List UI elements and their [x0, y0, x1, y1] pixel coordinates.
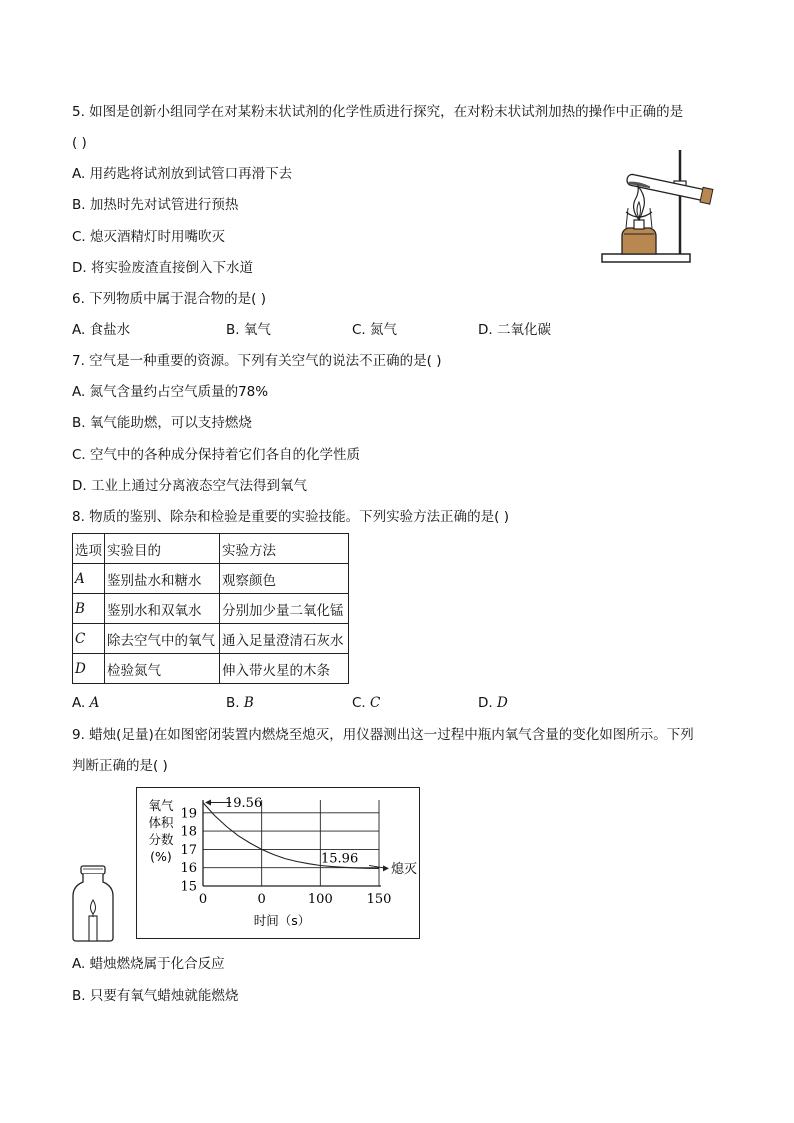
chart-ticks [180, 806, 391, 907]
q6-option-d: D. 二氧化碳 [478, 322, 551, 338]
table-row [73, 564, 349, 594]
y-tick-label: 15 [180, 879, 197, 895]
table-cell: 伸入带火星的木条 [220, 654, 349, 684]
annotation-end-value: 15.96 [321, 851, 359, 867]
sealed-jar-candle-figure [70, 864, 116, 942]
q5-stem: 5. 如图是创新小组同学在对某粉末状试剂的化学性质进行探究，在对粉末状试剂加热的操作中正确的是 [72, 104, 684, 120]
x-tick-label: 150 [366, 892, 392, 907]
q6-stem: 6. 下列物质中属于混合物的是( ) [72, 291, 266, 307]
table-cell: 鉴别水和双氧水 [105, 594, 220, 624]
q8-table [72, 533, 349, 684]
q5-answer-paren: ( ) [72, 135, 87, 151]
y-axis-label-line: 体积 [148, 815, 174, 830]
q6-option-c: C. 氮气 [352, 322, 398, 338]
q5-option-a: A. 用药匙将试剂放到试管口再滑下去 [72, 166, 293, 182]
x-axis-label: 时间（s） [253, 913, 311, 928]
x-tick-label: 100 [307, 892, 333, 907]
q5-option-c: C. 熄灭酒精灯时用嘴吹灭 [72, 229, 226, 245]
y-tick-label: 19 [180, 806, 197, 822]
q7-option-b: B. 氧气能助燃，可以支持燃烧 [72, 415, 252, 431]
table-cell: A [73, 564, 105, 594]
q6-options [72, 321, 672, 339]
table-header-row [73, 534, 349, 564]
annotation-start-value: 19.56 [225, 796, 263, 812]
q8-option-d: D. D [478, 695, 508, 711]
q9-stem-line2: 判断正确的是( ) [72, 758, 168, 774]
q5-option-d: D. 将实验废渣直接倒入下水道 [72, 260, 253, 276]
arrow-head-icon [205, 800, 211, 806]
q7-stem: 7. 空气是一种重要的资源。下列有关空气的说法不正确的是( ) [72, 353, 442, 369]
q7-option-d: D. 工业上通过分离液态空气法得到氧气 [72, 478, 307, 494]
y-tick-label: 18 [180, 824, 197, 840]
table-row [73, 624, 349, 654]
table-header-cell: 实验目的 [105, 534, 220, 564]
y-axis-label [148, 798, 174, 864]
y-axis-label-line: 分数 [148, 832, 174, 847]
table-header-cell: 实验方法 [220, 534, 349, 564]
oxygen-content-chart [136, 787, 420, 939]
y-axis-label-line: (%) [150, 849, 172, 864]
q8-option-a: A. A [72, 695, 100, 711]
q7-option-a: A. 氮气含量约占空气质量的78% [72, 384, 269, 400]
q8-stem: 8. 物质的鉴别、除杂和检验是重要的实验技能。下列实验方法正确的是( ) [72, 509, 509, 525]
table-cell: 检验氮气 [105, 654, 220, 684]
table-cell: 除去空气中的氧气 [105, 624, 220, 654]
table-header-cell: 选项 [73, 534, 105, 564]
y-axis-label-line: 氧气 [148, 798, 174, 813]
heating-apparatus-figure [598, 148, 724, 266]
table-cell: 通入足量澄清石灰水 [220, 624, 349, 654]
table-cell: C [73, 624, 105, 654]
q6-option-a: A. 食盐水 [72, 322, 131, 338]
table-cell: B [73, 594, 105, 624]
q9-option-b: B. 只要有氧气蜡烛就能燃烧 [72, 988, 239, 1004]
chart-grid [203, 800, 379, 886]
table-cell: D [73, 654, 105, 684]
table-cell: 分别加少量二氧化锰 [220, 594, 349, 624]
q8-option-b: B. B [226, 695, 254, 711]
x-tick-label: 0 [257, 892, 266, 907]
annotation-extinguish-label: 熄灭 [391, 861, 418, 877]
chart-plot [137, 788, 418, 937]
table-row [73, 594, 349, 624]
q8-options [72, 694, 672, 712]
q8-option-c: C. C [352, 695, 381, 711]
chart-annotations [205, 796, 417, 877]
table-row [73, 654, 349, 684]
q9-stem-line1: 9. 蜡烛(足量)在如图密闭装置内燃烧至熄灭，用仪器测出这一过程中瓶内氧气含量的变化如图所示。下列 [72, 727, 694, 743]
q5-option-b: B. 加热时先对试管进行预热 [72, 197, 239, 213]
y-tick-label: 16 [180, 861, 197, 877]
q7-option-c: C. 空气中的各种成分保持着它们各自的化学性质 [72, 447, 361, 463]
table-cell: 观察颜色 [220, 564, 349, 594]
y-tick-label: 17 [180, 842, 197, 858]
q9-option-a: A. 蜡烛燃烧属于化合反应 [72, 956, 225, 972]
table-cell: 鉴别盐水和糖水 [105, 564, 220, 594]
q6-option-b: B. 氧气 [226, 322, 271, 338]
arrow-head-icon [383, 865, 389, 871]
x-tick-label: 0 [198, 892, 208, 907]
